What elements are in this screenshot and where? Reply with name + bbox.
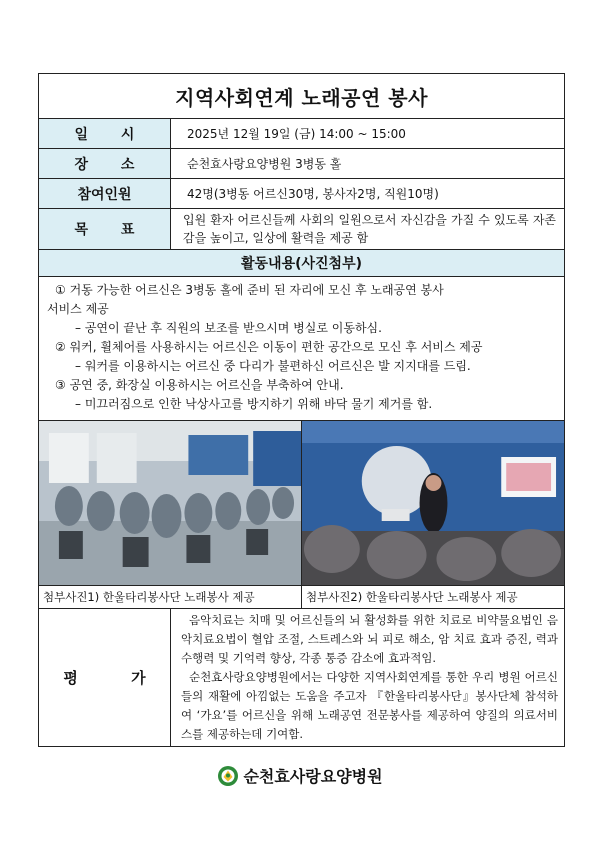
evaluation-table [38, 609, 565, 747]
participants-value: 42명(3병동 어르신30명, 봉사자2명, 직원10명) [171, 179, 565, 209]
photo-left-caption: 첨부사진1) 한울타리봉사단 노래봉사 제공 [39, 586, 302, 609]
date-value: 2025년 12월 19일 (금) 14:00 ~ 15:00 [171, 119, 565, 149]
activity-line: ② 워커, 휠체어를 사용하시는 어르신은 이동이 편한 공간으로 모신 후 서비스 제공 [55, 340, 483, 354]
evaluation-label: 평 가 [39, 609, 171, 747]
evaluation-paragraph: 음악치료는 치매 및 어르신들의 뇌 활성화를 위한 치료로 비약물요법인 음악치료요법이 혈압 조절, 스트레스와 뇌 피로 해소, 암 치료 효과 증진, 력과 수행력 및 기억력 향상, 각종 통증 감소에 효과적임. [181, 613, 558, 665]
photo-singer-performance [302, 421, 564, 585]
photo-left [39, 421, 302, 586]
activity-line: 서비스 제공 [47, 302, 109, 316]
evaluation-body [171, 609, 565, 747]
place-label: 장 소 [39, 149, 171, 179]
photo-table [38, 421, 565, 609]
activity-heading: 활동내용(사진첨부) [39, 250, 565, 277]
goal-row [39, 209, 565, 250]
activity-list [39, 277, 565, 421]
goal-value: 입원 환자 어르신들께 사회의 일원으로서 자신감을 가질 수 있도록 자존감을 높이고, 일상에 활력을 제공 함 [171, 209, 565, 250]
activity-line: – 미끄러짐으로 인한 낙상사고를 방지하기 위해 바닥 물기 제거를 함. [75, 397, 433, 411]
photo-right [302, 421, 565, 586]
document-sheet [38, 73, 564, 747]
photo-right-caption: 첨부사진2) 한울타리봉사단 노래봉사 제공 [302, 586, 565, 609]
activity-line: ① 거동 가능한 어르신은 3병동 홀에 준비 된 자리에 모신 후 노래공연 봉사 [55, 283, 444, 297]
goal-label: 목 표 [39, 209, 171, 250]
report-table [38, 73, 565, 421]
date-label: 일 시 [39, 119, 171, 149]
hospital-logo-icon [217, 765, 239, 787]
place-row [39, 149, 565, 179]
photo-hall-audience [39, 421, 301, 585]
date-row [39, 119, 565, 149]
hospital-name: 순천효사랑요양병원 [243, 767, 383, 786]
activity-line: – 공연이 끝난 후 직원의 보조를 받으시며 병실로 이동하심. [75, 321, 382, 335]
activity-line: – 워커를 이용하시는 어르신 중 다리가 불편하신 어르신은 발 지지대를 드림. [75, 359, 471, 373]
place-value: 순천효사랑요양병원 3병동 홀 [171, 149, 565, 179]
participants-row [39, 179, 565, 209]
activity-line: ③ 공연 중, 화장실 이용하시는 어르신을 부축하여 안내. [55, 378, 344, 392]
evaluation-paragraph: 순천효사랑요양병원에서는 다양한 지역사회연계를 통한 우리 병원 어르신들의 재활에 아낌없는 도움을 주고자 『한울타리봉사단』봉사단체 참석하여 ‘가요’를 어르신을 위해 노래공연 전문봉사를 제공하여 양질의 의료서비스를 제공하는데 기여함. [181, 670, 558, 741]
document-footer [0, 764, 600, 791]
report-title: 지역사회연계 노래공연 봉사 [39, 74, 565, 119]
participants-label: 참여인원 [39, 179, 171, 209]
